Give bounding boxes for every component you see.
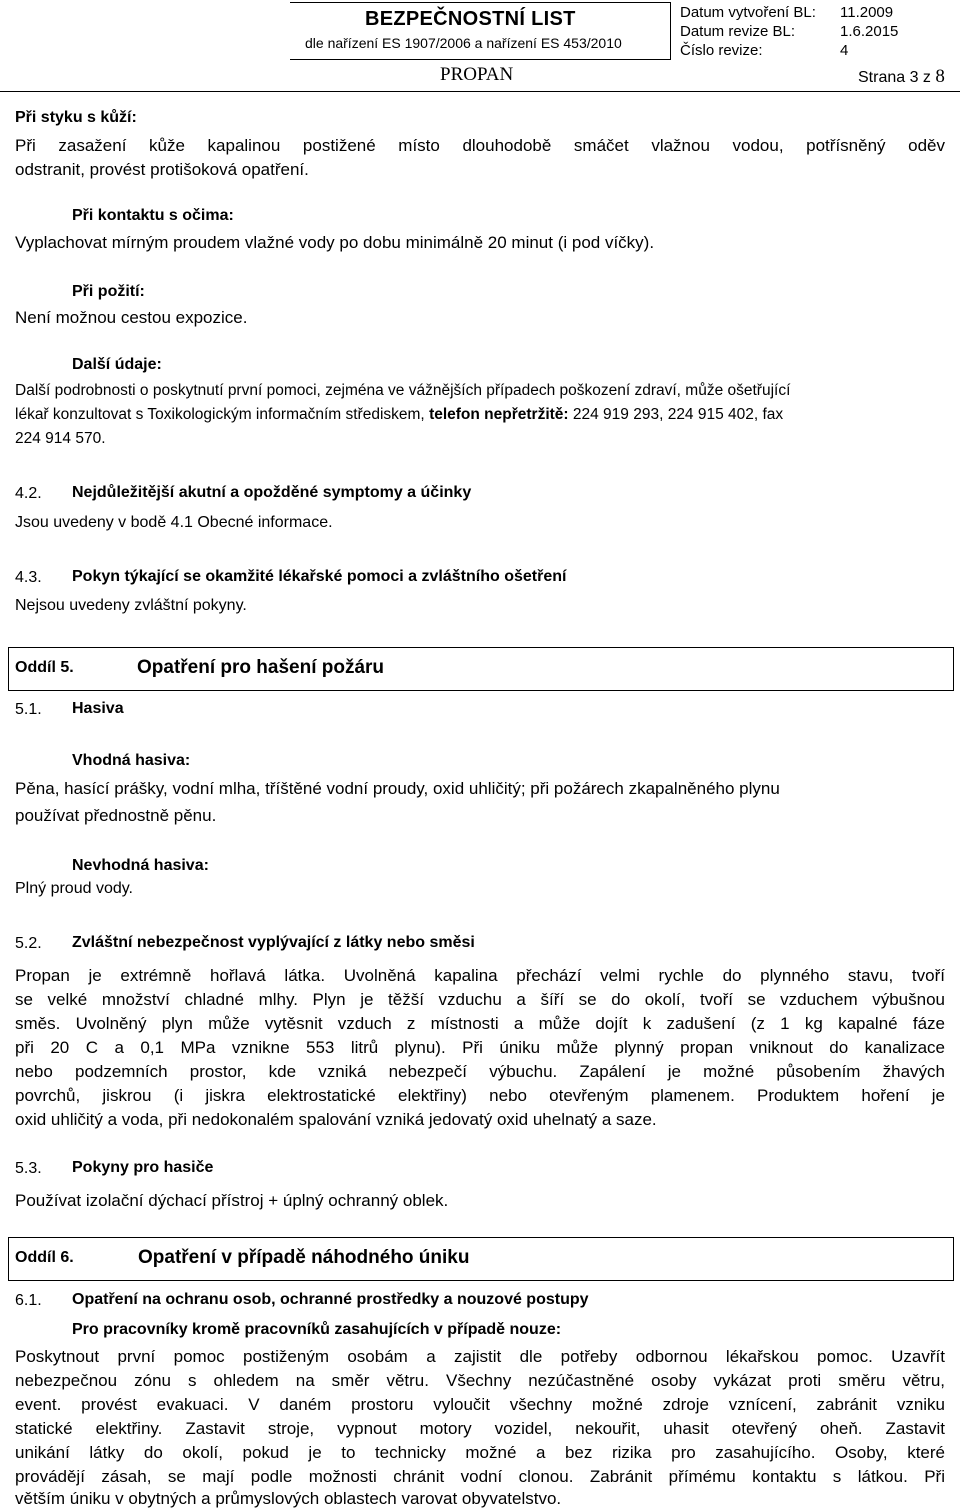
section-6-1-line-4: statické elektřiny. Zastavit stroje, vypnout motory vozidel, nekouřit, uhasit otevřený oheň. Zastavit bbox=[15, 1419, 945, 1438]
skin-contact-line-2: odstranit, provést protišoková opatření. bbox=[15, 160, 309, 179]
revision-date-row bbox=[680, 23, 899, 40]
section-4-2-title: Nejdůležitější akutní a opožděné symptomy a účinky bbox=[72, 484, 472, 501]
section-4-2-text: Jsou uvedeny v bodě 4.1 Obecné informace. bbox=[15, 514, 333, 531]
unsuitable-extinguishers-heading: Nevhodná hasiva: bbox=[72, 857, 209, 874]
section-5-2-line-7: oxid uhličitý a voda, při nedokonalém spalování vzniká jedovatý oxid uhelnatý a saze. bbox=[15, 1110, 657, 1129]
eye-contact-text: Vyplachovat mírným proudem vlažné vody po dobu minimálně 20 minut (i pod víčky). bbox=[15, 233, 655, 252]
further-info-line-2 bbox=[15, 406, 783, 424]
revision-number-value: 4 bbox=[840, 42, 849, 59]
further-info-line-3: 224 914 570. bbox=[15, 430, 106, 447]
section-5-2-line-2: se velké množství chladné mlhy. Plyn je těžší vzduchu a šíří se do okolí, tvoří se vzduchem výbušnou bbox=[15, 990, 945, 1009]
section-6-label: Oddíl 6. bbox=[15, 1249, 74, 1266]
section-5-1-title: Hasiva bbox=[72, 700, 124, 717]
revision-date-label: Datum revize BL: bbox=[680, 23, 796, 40]
section-5-2-title: Zvláštní nebezpečnost vyplývající z látky nebo směsi bbox=[72, 934, 475, 951]
section-6-1-number: 6.1. bbox=[15, 1292, 42, 1309]
revision-date-value: 1.6.2015 bbox=[840, 23, 899, 40]
document-title: BEZPEČNOSTNÍ LIST bbox=[365, 8, 576, 30]
section-5-2-line-4: při 20 C a 0,1 MPa vznikne 553 litrů plynu). Při úniku může plynný propan vniknout do kanalizace bbox=[15, 1038, 945, 1057]
suitable-extinguishers-line-1: Pěna, hasící prášky, vodní mlha, tříštěné vodní proudy, oxid uhličitý; při požárech zkapalněného plynu bbox=[15, 779, 780, 798]
suitable-extinguishers-heading: Vhodná hasiva: bbox=[72, 752, 191, 769]
skin-contact-heading: Při styku s kůží: bbox=[15, 109, 137, 126]
section-6-1-line-7: větším úniku v obytných a průmyslových oblastech varovat obyvatelstvo. bbox=[15, 1489, 562, 1508]
suitable-extinguishers-line-2: používat přednostně pěnu. bbox=[15, 806, 217, 825]
page-label: Strana 3 z bbox=[858, 69, 931, 86]
revision-number-label: Číslo revize: bbox=[680, 42, 763, 59]
ingestion-heading: Při požití: bbox=[72, 283, 145, 300]
section-5-2-line-5: nebo podzemních prostor, kde vzniká nebezpečí výbuchu. Zapálení je možné působením žhavých bbox=[15, 1062, 945, 1081]
product-name: PROPAN bbox=[440, 64, 514, 85]
section-5-1-number: 5.1. bbox=[15, 701, 42, 718]
skin-contact-line-1: Při zasažení kůže kapalinou postižené místo dlouhodobě smáčet vlažnou vodou, potřísněný oděv bbox=[15, 136, 945, 155]
section-6-1-line-1: Poskytnout první pomoc postiženým osobám a zajistit dle potřeby odbornou lékařskou pomoc. Uzavřít bbox=[15, 1347, 945, 1366]
further-info-line-2a: lékař konzultovat s Toxikologickým informačním střediskem, bbox=[15, 406, 430, 423]
section-5-title: Opatření pro hašení požáru bbox=[137, 657, 385, 678]
created-date-label: Datum vytvoření BL: bbox=[680, 4, 816, 21]
created-date-value: 11.2009 bbox=[840, 4, 894, 21]
header-divider bbox=[0, 91, 960, 92]
unsuitable-extinguishers-text: Plný proud vody. bbox=[15, 880, 133, 897]
section-6-1-line-3: event. provést evakuaci. V daném prostoru vyloučit všechny možné zdroje vznícení, zabránit vzniku bbox=[15, 1395, 945, 1414]
section-5-3-text: Používat izolační dýchací přístroj + úplný ochranný oblek. bbox=[15, 1191, 449, 1210]
section-5-3-number: 5.3. bbox=[15, 1160, 42, 1177]
section-5-2-line-1: Propan je extrémně hořlavá látka. Uvolněná kapalina přechází velmi rychle do plynného stavu, tvoří bbox=[15, 966, 945, 985]
revision-number-row bbox=[680, 42, 849, 59]
section-6-1-line-2: nebezpečnou zónu s ohledem na směr větru. Všechny nezúčastněné osoby vykázat proti směru větru, bbox=[15, 1371, 945, 1390]
section-4-3-text: Nejsou uvedeny zvláštní pokyny. bbox=[15, 597, 247, 614]
section-5-2-line-3: směs. Uvolněný plyn může vytěsnit vzduch z místnosti a může dojít k zadušení (z 1 kg kapalné fáze bbox=[15, 1014, 945, 1033]
section-4-2-number: 4.2. bbox=[15, 485, 42, 502]
section-4-3-number: 4.3. bbox=[15, 569, 42, 586]
ingestion-text: Není možnou cestou expozice. bbox=[15, 308, 248, 327]
further-info-phones: 224 919 293, 224 915 402, fax bbox=[568, 406, 784, 423]
further-info-heading: Další údaje: bbox=[72, 356, 162, 373]
document-header bbox=[0, 0, 960, 90]
section-5-label: Oddíl 5. bbox=[15, 659, 74, 676]
section-5-2-line-6: povrchů, jiskrou (i jiskra elektrostatické elektřiny) nebo otevřeným plamenem. Produktem hoření je bbox=[15, 1086, 945, 1105]
non-emergency-personnel-heading: Pro pracovníky kromě pracovníků zasahujících v případě nouze: bbox=[72, 1321, 562, 1338]
section-6-1-title: Opatření na ochranu osob, ochranné prostředky a nouzové postupy bbox=[72, 1291, 589, 1308]
page-number bbox=[858, 66, 945, 88]
created-date-row bbox=[680, 4, 894, 21]
non-stop-phone-label: telefon nepřetržitě: bbox=[429, 406, 569, 423]
section-5-3-title: Pokyny pro hasiče bbox=[72, 1159, 214, 1176]
page-total: 8 bbox=[935, 66, 945, 87]
section-6-1-line-5: unikání látky do okolí, pokud je to technicky možné a bez rizika pro zasahujícího. Osoby, které bbox=[15, 1443, 945, 1462]
section-4-3-title: Pokyn týkající se okamžité lékařské pomoci a zvláštního ošetření bbox=[72, 568, 567, 585]
further-info-line-1: Další podrobnosti o poskytnutí první pomoci, zejména ve vážnějších případech poškození zdraví, může ošetřující bbox=[15, 382, 791, 399]
document-regulation: dle nařízení ES 1907/2006 a nařízení ES 453/2010 bbox=[305, 35, 622, 51]
section-5-2-number: 5.2. bbox=[15, 935, 42, 952]
eye-contact-heading: Při kontaktu s očima: bbox=[72, 207, 234, 224]
section-6-title: Opatření v případě náhodného úniku bbox=[138, 1247, 470, 1268]
section-6-1-line-6: provádějí zásah, se mají podle možnosti chránit vodní clonou. Zabránit přímému kontaktu s látkou. Při bbox=[15, 1467, 945, 1486]
